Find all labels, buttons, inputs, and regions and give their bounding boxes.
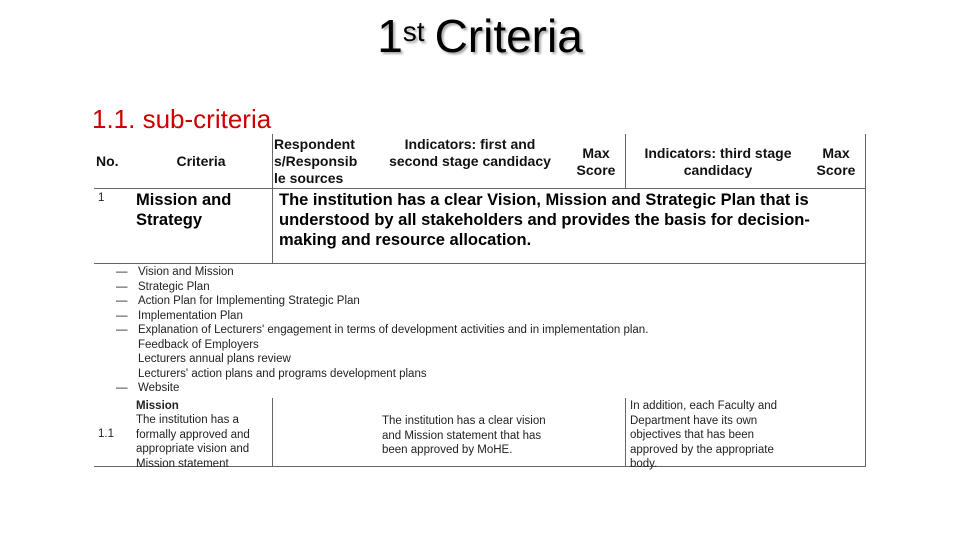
row11-criteria-title: Mission xyxy=(136,400,179,412)
source-item: Lecturers' action plans and programs development plans xyxy=(138,367,427,380)
col-divider-third-stage-lower xyxy=(625,398,626,467)
row11-criteria-text: The institution has a formally approved and appropriate vision and Mission statement xyxy=(136,414,250,470)
row-divider-line xyxy=(94,263,866,264)
source-item: Lecturers annual plans review xyxy=(138,353,291,365)
row1-number: 1 xyxy=(98,192,105,204)
source-item: Feedback of Employers xyxy=(138,338,259,351)
header-max-score-2: Max Score xyxy=(816,145,856,178)
source-item: — Website xyxy=(116,382,180,394)
col-divider-third-stage xyxy=(625,134,626,188)
title-number: 1 xyxy=(377,10,403,62)
title-word: Criteria xyxy=(434,10,583,62)
table-right-border xyxy=(865,134,866,467)
sub-criteria-heading: 1.1. sub-criteria xyxy=(92,104,272,134)
slide-title xyxy=(0,8,960,64)
source-item: — Vision and Mission xyxy=(116,266,234,278)
row11-indicator-first-second: The institution has a clear vision and Mission statement that has been approved by MoHE. xyxy=(382,415,546,456)
source-item: — Implementation Plan xyxy=(116,309,243,322)
source-item: — Explanation of Lecturers' engagement in terms of development activities and in implementation plan. xyxy=(116,324,649,336)
row11-number: 1.1 xyxy=(98,428,114,440)
source-item: — Strategic Plan xyxy=(116,280,210,293)
criteria-table-image xyxy=(94,134,866,470)
header-criteria: Criteria xyxy=(176,153,226,169)
respondent-sources-list xyxy=(116,265,648,396)
row1-description: The institution has a clear Vision, Mission and Strategic Plan that is understood by all stakeholders and provides the basis for decision-making and resource allocation. xyxy=(279,191,810,249)
header-bottom-line xyxy=(94,188,866,189)
header-max-score-1: Max Score xyxy=(576,145,616,178)
header-indicators-first-second: Indicators: first and second stage candidacy xyxy=(389,136,551,169)
row11-indicator-third: In addition, each Faculty and Department have its own objectives that has been approved by the appropriate body. xyxy=(630,400,778,470)
header-no: No. xyxy=(96,153,119,169)
source-item: — Action Plan for Implementing Strategic Plan xyxy=(116,295,360,307)
header-indicators-third: Indicators: third stage candidacy xyxy=(644,145,792,178)
row1-criteria: Mission and Strategy xyxy=(136,191,232,229)
col-divider-respondents-lower xyxy=(272,398,273,467)
header-respondents: Respondent s/Responsib le sources xyxy=(274,136,358,186)
title-superscript: st xyxy=(402,16,425,47)
col-divider-respondents xyxy=(272,134,273,263)
